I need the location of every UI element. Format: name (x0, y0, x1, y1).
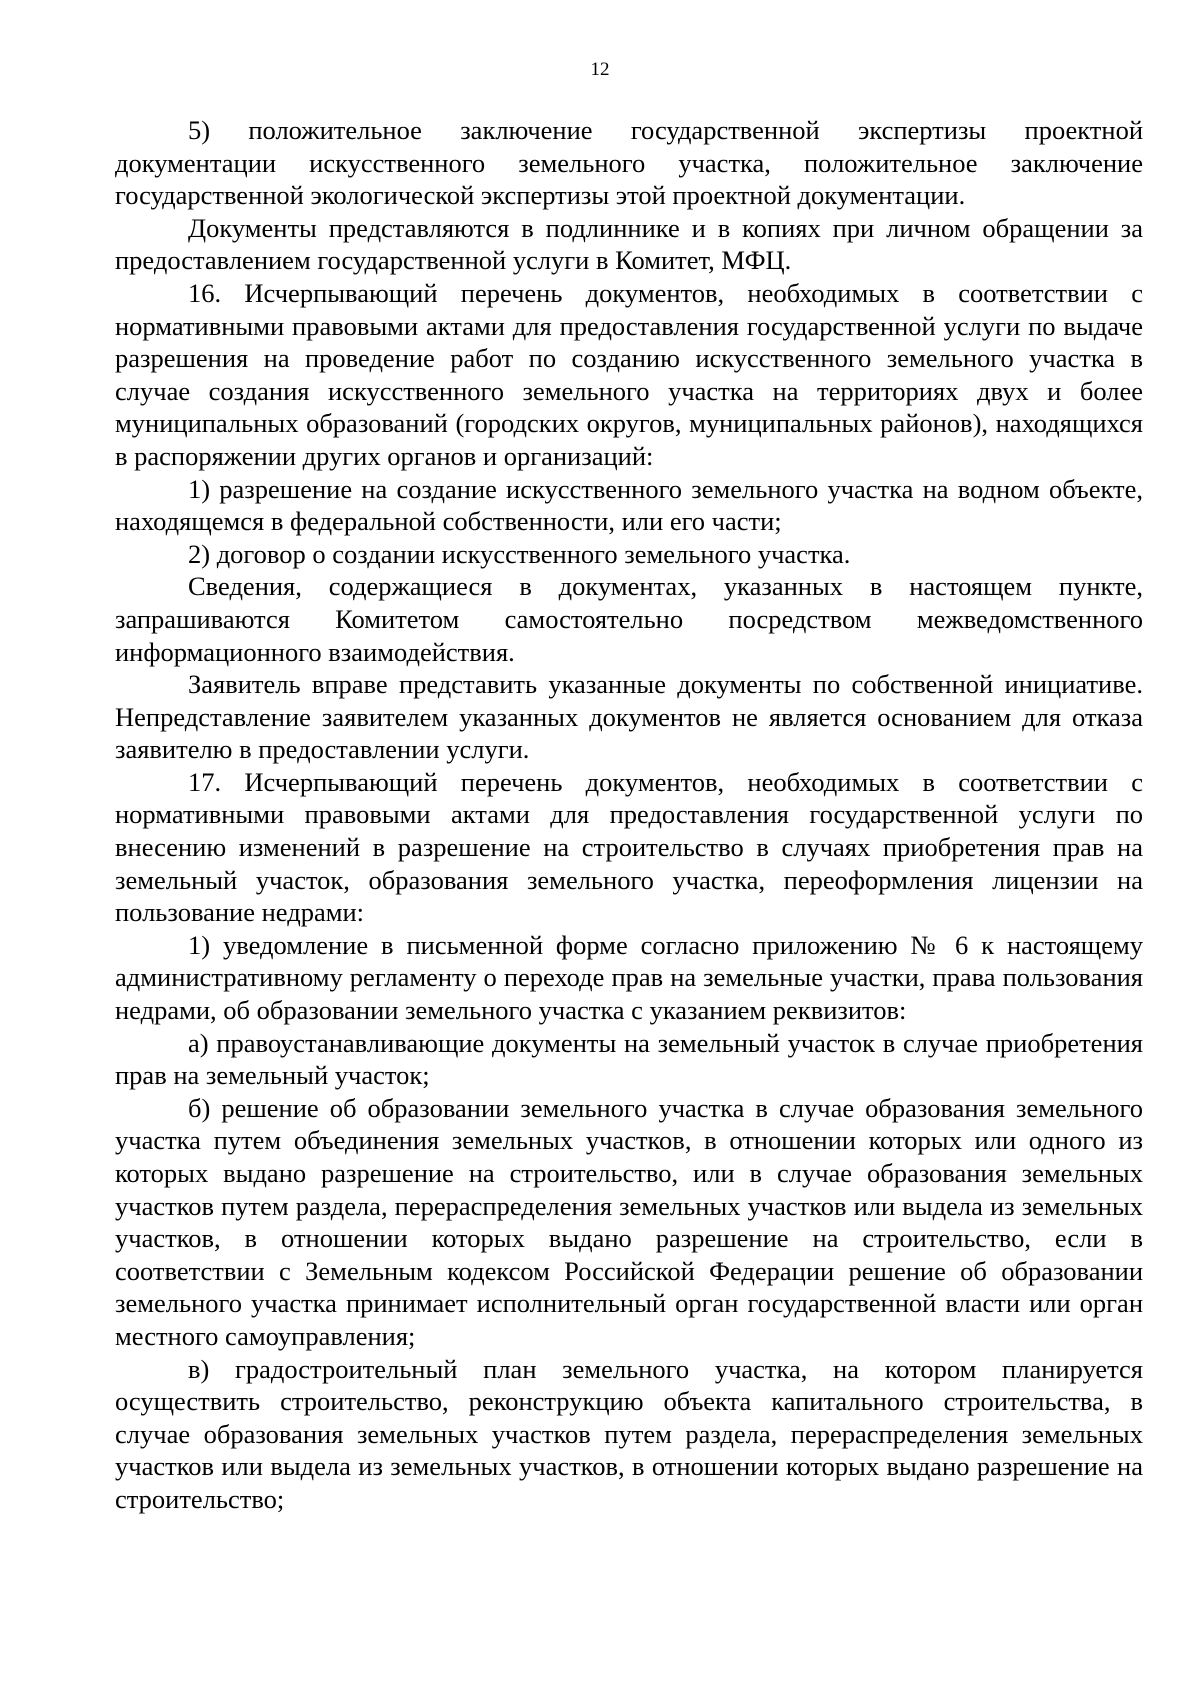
paragraph-interagency-info: Сведения, содержащиеся в документах, указанных в настоящем пункте, запрашиваются Комитетом самостоятельно посредством межведомственного информационного взаимодействия. (115, 571, 1143, 667)
paragraph-item-5: 5) положительное заключение государственной экспертизы проектной документации искусственного земельного участка, положительное заключение государственной экологической экспертизы этой проектной документации. (115, 115, 1143, 211)
document-body (115, 114, 1143, 1516)
paragraph-applicant-right: Заявитель вправе представить указанные документы по собственной инициативе. Непредставление заявителем указанных документов не является основанием для отказа заявителю в предоставлении услуги. (115, 669, 1143, 765)
paragraph-documents-submission: Документы представляются в подлиннике и в копиях при личном обращении за предоставлением государственной услуги в Комитет, МФЦ. (115, 212, 1143, 276)
page-number: 12 (590, 59, 610, 80)
paragraph-17-item-1: 1) уведомление в письменной форме согласно приложению № 6 к настоящему административному регламенту о переходе прав на земельные участки, права пользования недрами, об образовании земельного участка с указанием реквизитов: (115, 929, 1143, 1026)
paragraph-16-item-2: 2) договор о создании искусственного земельного участка. (188, 538, 851, 569)
paragraph-17-item-a: а) правоустанавливающие документы на земельный участок в случае приобретения прав на земельный участок; (115, 1027, 1143, 1091)
paragraph-section-16: 16. Исчерпывающий перечень документов, необходимых в соответствии с нормативными правовыми актами для предоставления государственной услуги по выдаче разрешения на проведение работ по созданию искусственного земельного участка в случае создания искусственного земельного участка на территориях двух и более муниципальных образований (городских округов, муниципальных районов), находящихся в распоряжении других органов и организаций: (115, 277, 1143, 471)
paragraph-section-17: 17. Исчерпывающий перечень документов, необходимых в соответствии с нормативными правовыми актами для предоставления государственной услуги по внесению изменений в разрешение на строительство в случаях приобретения прав на земельный участок, образования земельного участка, переоформления лицензии на пользование недрами: (115, 766, 1143, 928)
paragraph-17-item-v: в) градостроительный план земельного участка, на котором планируется осуществить строительство, реконструкцию объекта капитального строительства, в случае образования земельных участков путем раздела, перераспределения земельных участков или выдела из земельных участков, в отношении которых выдано разрешение на строительство; (115, 1353, 1143, 1514)
paragraph-16-item-1: 1) разрешение на создание искусственного земельного участка на водном объекте, находящемся в федеральной собственности, или его части; (115, 473, 1143, 537)
paragraph-17-item-b: б) решение об образовании земельного участка в случае образования земельного участка путем объединения земельных участков, в отношении которых или одного из которых выдано разрешение на строительство, или в случае образования земельных участков путем раздела, перераспределения земельных участков или выдела из земельных участков, в отношении которых выдано разрешение на строительство, если в соответствии с Земельным кодексом Российской Федерации решение об образовании земельного участка принимает исполнительный орган государственной власти или орган местного самоуправления; (115, 1092, 1143, 1351)
